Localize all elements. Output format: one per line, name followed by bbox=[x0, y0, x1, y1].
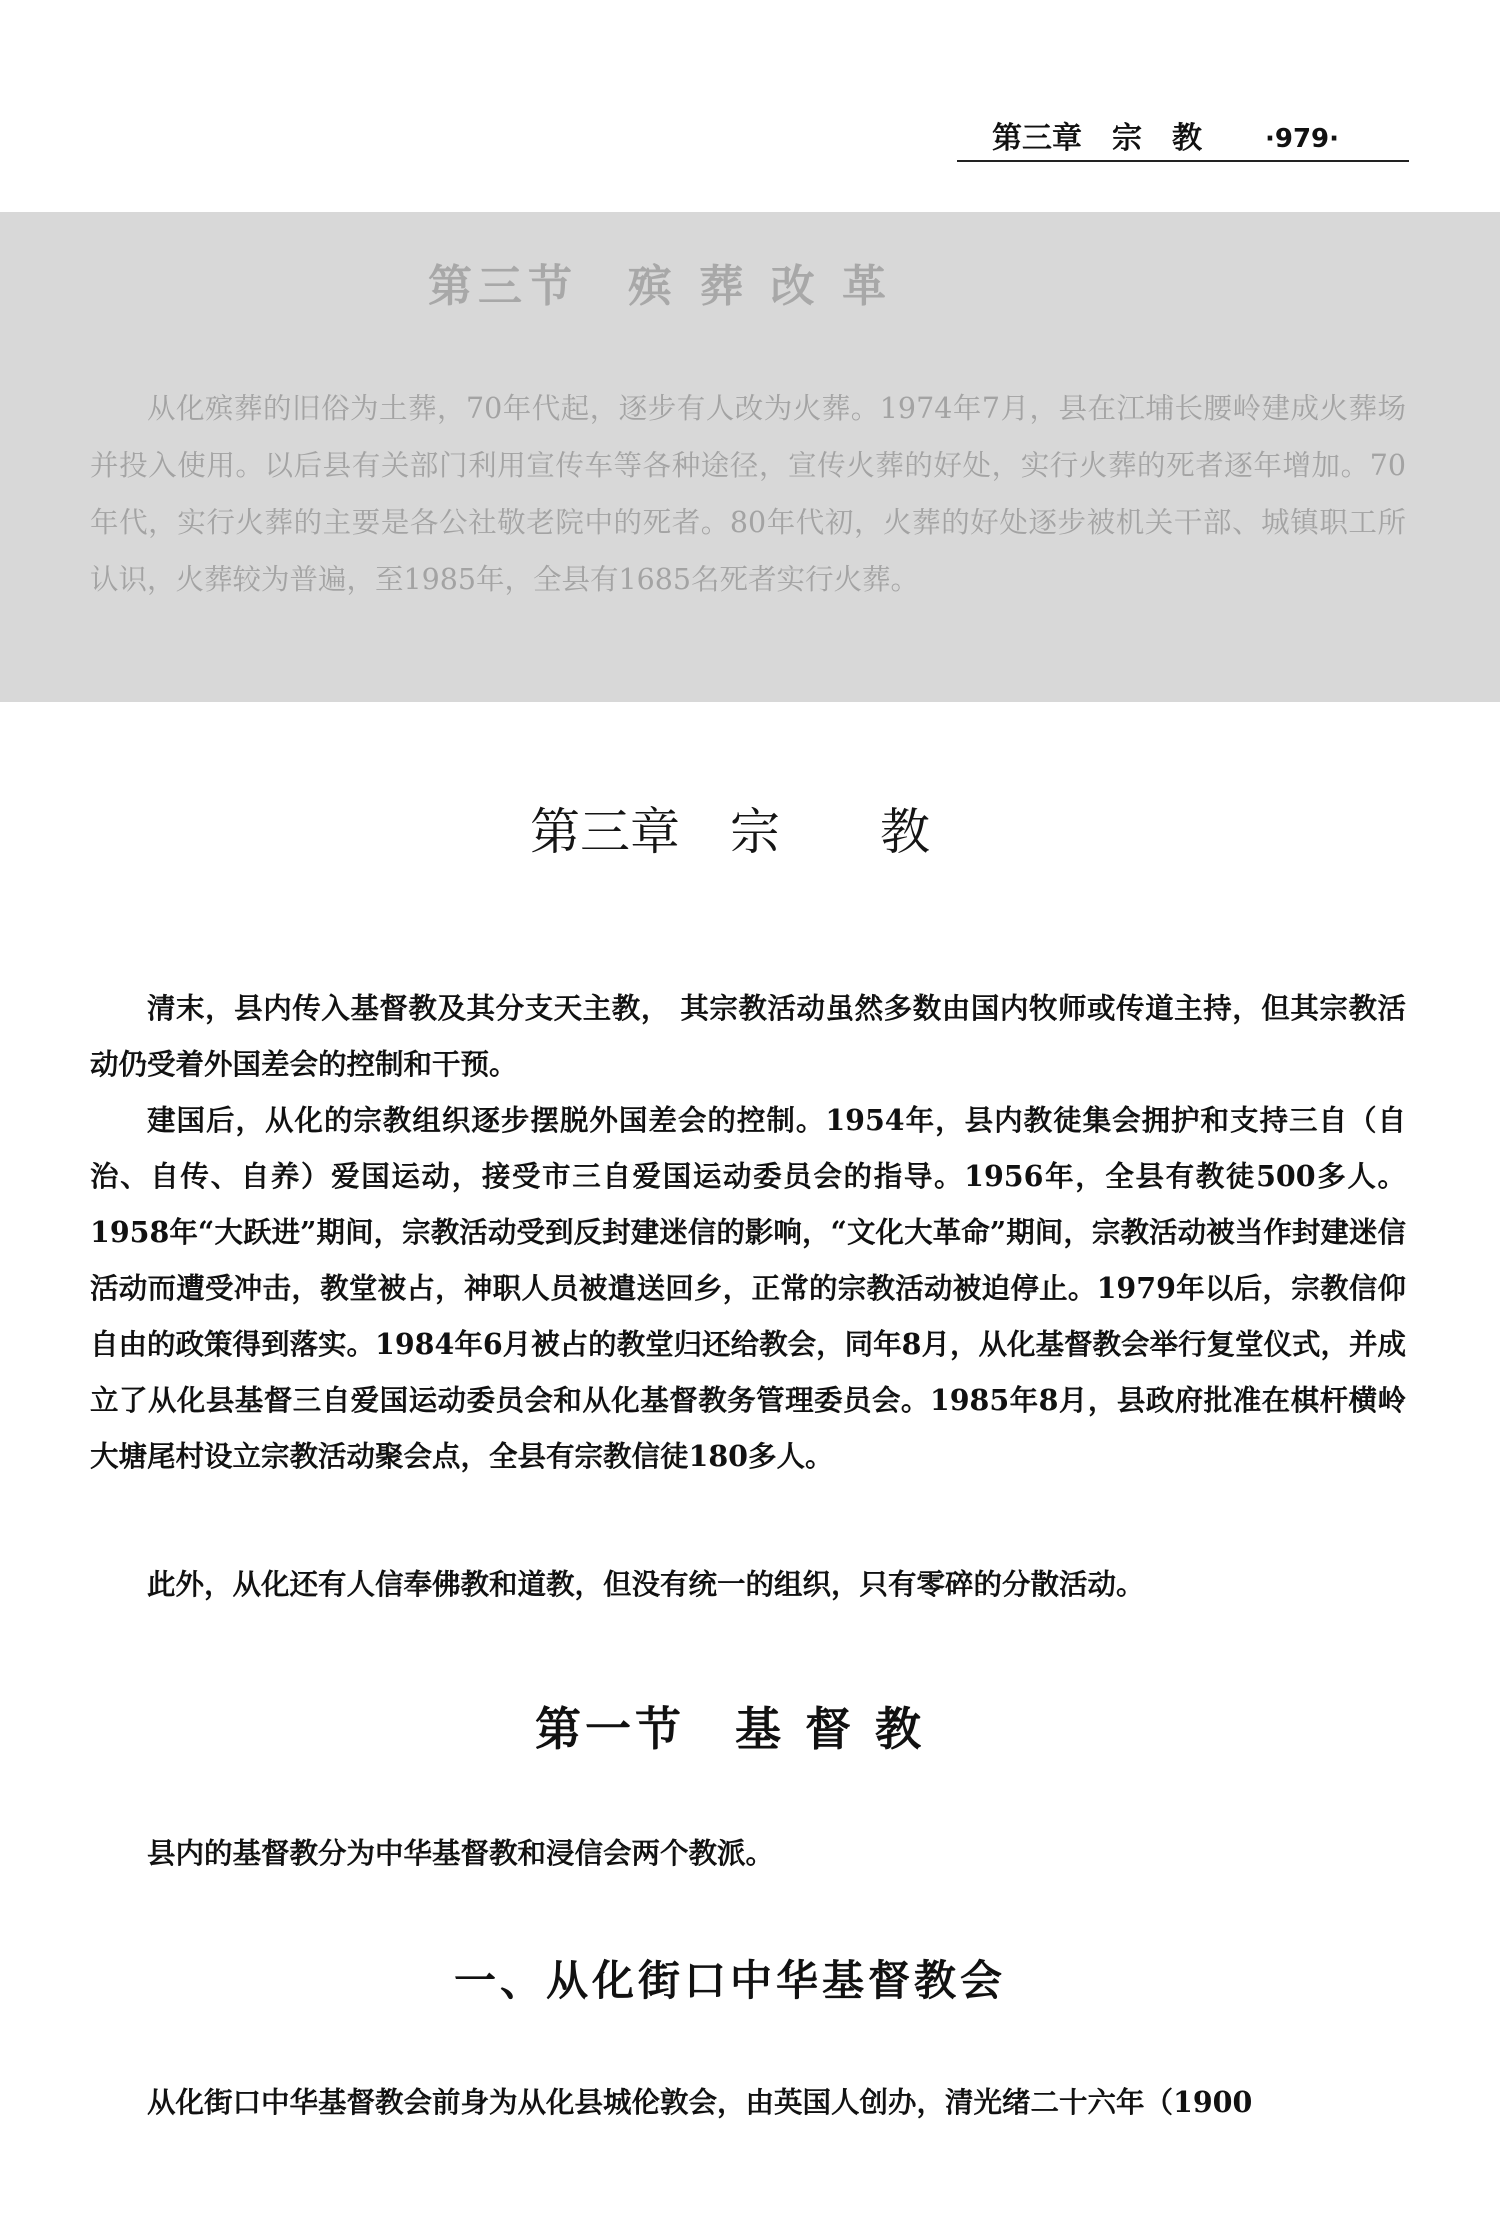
chapter-paragraph: 清末，县内传入基督教及其分支天主教， 其宗教活动虽然多数由国内牧师或传道主持，但其宗教活动仍受着外国差会的控制和干预。 bbox=[90, 991, 1406, 1081]
previous-section-title: 第三节 殡 葬 改 革 bbox=[428, 261, 892, 312]
running-header-chapter: 第三章 宗 教 bbox=[992, 121, 1202, 156]
chapter-title: 第三章 宗 教 bbox=[530, 803, 930, 861]
subsection-title: 一、从化街口中华基督教会 bbox=[453, 1956, 1006, 2005]
section-paragraph: 县内的基督教分为中华基督教和浸信会两个教派。 bbox=[147, 1836, 775, 1870]
previous-section-paragraph: 从化殡葬的旧俗为土葬，70年代起，逐步有人改为火葬。1974年7月，县在江埔长腰岭建成火葬场并投入使用。以后县有关部门利用宣传车等各种途径，宣传火葬的好处，实行火葬的死者逐年增加。70年代，实行火葬的主要是各公社敬老院中的死者。80年代初，火葬的好处逐步被机关干部、城镇职工所认识，火葬较为普遍，至1985年，全县有1685名死者实行火葬。 bbox=[90, 392, 1406, 596]
running-header bbox=[957, 116, 1409, 162]
chapter-paragraph: 建国后，从化的宗教组织逐步摆脱外国差会的控制。1954年，县内教徒集会拥护和支持三自（自治、自传、自养）爱国运动，接受市三自爱国运动委员会的指导。1956年，全县有教徒500多人。1958年“大跃进”期间，宗教活动受到反封建迷信的影响，“文化大革命”期间，宗教活动被当作封建迷信活动而遭受冲击，教堂被占，神职人员被遣送回乡，正常的宗教活动被迫停止。1979年以后，宗教信仰自由的政策得到落实。1984年6月被占的教堂归还给教会，同年8月，从化基督教会举行复堂仪式，并成立了从化县基督三自爱国运动委员会和从化基督教务管理委员会。1985年8月，县政府批准在棋杆横岭大塘尾村设立宗教活动聚会点，全县有宗教信徒180多人。 bbox=[90, 1103, 1406, 1473]
chapter-paragraph: 此外，从化还有人信奉佛教和道教，但没有统一的组织，只有零碎的分散活动。 bbox=[147, 1567, 1145, 1601]
section-title: 第一节 基 督 教 bbox=[534, 1702, 926, 1756]
page-number: ·979· bbox=[1265, 124, 1340, 154]
subsection-paragraph: 从化街口中华基督教会前身为从化县城伦敦会，由英国人创办，清光绪二十六年（1900 bbox=[147, 2085, 1253, 2119]
